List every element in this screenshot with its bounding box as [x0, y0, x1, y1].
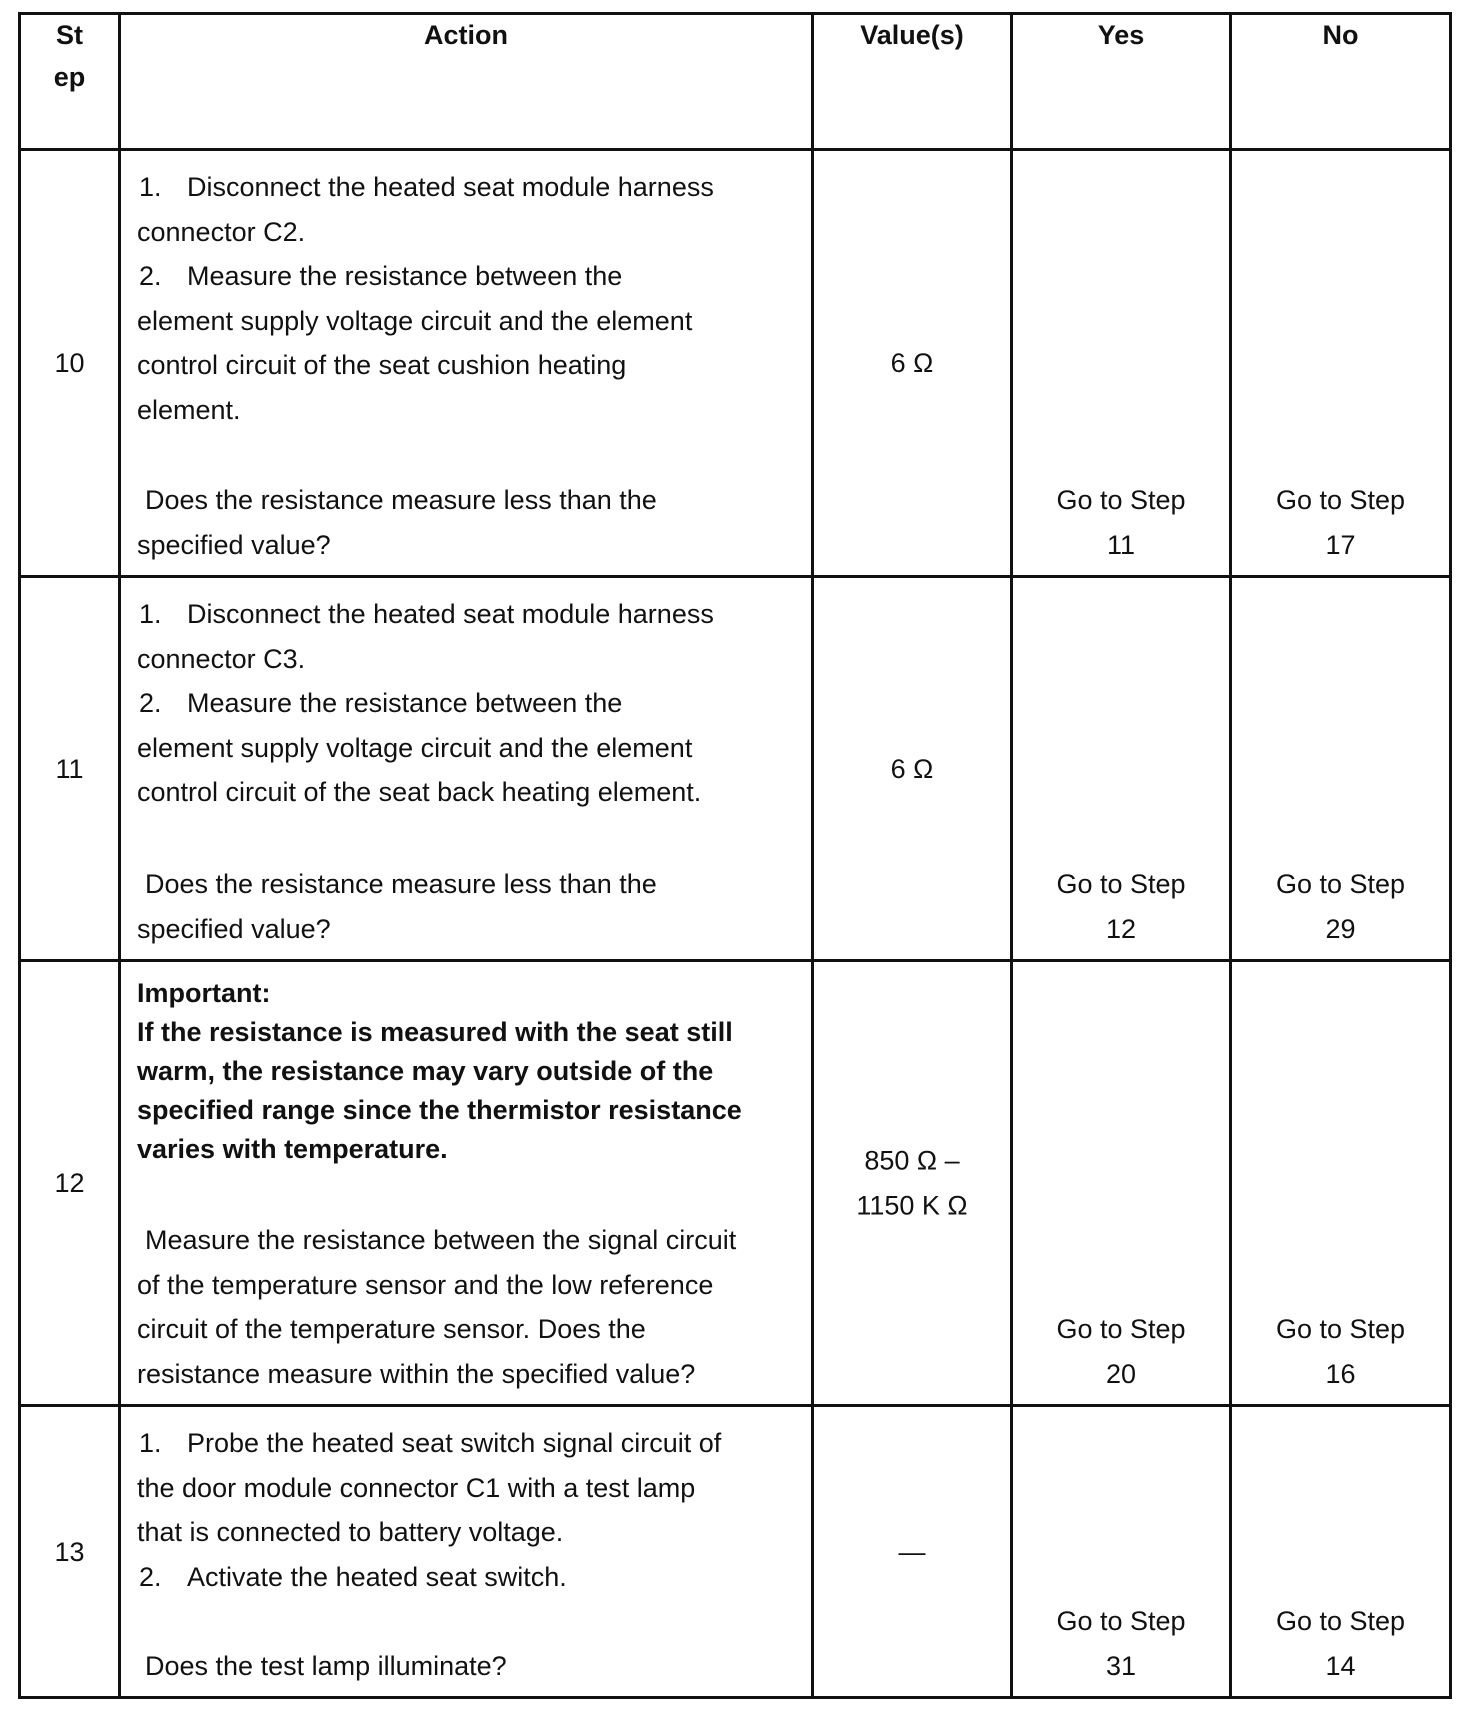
step-number: 11: [55, 753, 84, 784]
yes-cell: [1012, 150, 1231, 577]
action-question: [137, 862, 801, 951]
no-goto: [1232, 1307, 1449, 1396]
goto-label: Go to Step: [1275, 485, 1406, 515]
goto-label: Go to Step: [1056, 1314, 1186, 1344]
action-line: element supply voltage circuit and the element: [137, 732, 693, 763]
value-line: 850 Ω –: [864, 1145, 960, 1176]
goto-label: Go to Step: [1275, 869, 1406, 899]
action-line: connector C2.: [137, 216, 306, 247]
value-line: 1150 K Ω: [856, 1190, 968, 1220]
question-line: Measure the resistance between the signal circuit: [145, 1225, 737, 1255]
question-line: specified value?: [137, 529, 331, 560]
value-cell: [813, 577, 1012, 961]
action-line: [137, 165, 801, 210]
header-action-label: Action: [424, 20, 508, 50]
no-goto: [1232, 1599, 1449, 1688]
no-goto: [1232, 478, 1449, 567]
important-line: specified range since the thermistor resistance: [137, 1095, 742, 1125]
action-line: control circuit of the seat back heating element.: [137, 777, 702, 807]
yes-goto: [1013, 862, 1229, 951]
action-line: [137, 254, 801, 299]
no-cell: [1231, 150, 1451, 577]
header-row: [20, 14, 1451, 150]
action-line: [137, 681, 801, 726]
action-text: Disconnect the heated seat module harness: [187, 172, 714, 202]
action-line: [137, 592, 801, 637]
important-line: Important:: [137, 978, 271, 1008]
value-range: [814, 1139, 1010, 1228]
value-cell: [813, 150, 1012, 577]
action-line: element supply voltage circuit and the element: [137, 305, 693, 336]
yes-goto: [1013, 478, 1229, 567]
action-cell: [120, 1406, 813, 1698]
action-question: [137, 1644, 801, 1689]
goto-step-number: 16: [1325, 1358, 1356, 1389]
goto-label: Go to Step: [1056, 1606, 1186, 1636]
action-text: Disconnect the heated seat module harness: [187, 599, 714, 629]
list-number: 1.: [139, 599, 162, 629]
value-text: 6 Ω: [890, 753, 934, 784]
step-cell: [20, 961, 120, 1406]
header-yes: [1012, 14, 1231, 150]
step-cell: [20, 150, 120, 577]
action-line: connector C3.: [137, 643, 306, 674]
action-text: Measure the resistance between the: [187, 688, 623, 718]
header-no-label: No: [1322, 20, 1359, 50]
table-row: [20, 150, 1451, 577]
important-line: If the resistance is measured with the seat still: [137, 1017, 733, 1047]
goto-step-number: 29: [1325, 913, 1356, 944]
header-step: [20, 14, 120, 150]
action-text: Activate the heated seat switch.: [187, 1561, 567, 1592]
question-line: of the temperature sensor and the low reference: [137, 1269, 714, 1300]
table-row: [20, 961, 1451, 1406]
header-values: [813, 14, 1012, 150]
yes-cell: [1012, 577, 1231, 961]
no-cell: [1231, 961, 1451, 1406]
value-text: —: [898, 1536, 926, 1567]
yes-goto: [1013, 1307, 1229, 1396]
action-text: Measure the resistance between the: [187, 261, 623, 291]
goto-label: Go to Step: [1056, 869, 1186, 899]
header-step-line2: ep: [53, 62, 86, 92]
goto-step-number: 14: [1325, 1650, 1356, 1681]
action-question: [137, 1218, 801, 1396]
yes-cell: [1012, 1406, 1231, 1698]
goto-step-number: 12: [1105, 913, 1137, 944]
goto-step-number: 31: [1105, 1650, 1137, 1681]
yes-goto: [1013, 1599, 1229, 1688]
header-step-line1: St: [56, 20, 83, 50]
list-number: 1.: [139, 1428, 162, 1458]
goto-label: Go to Step: [1275, 1606, 1406, 1636]
list-number: 2.: [139, 261, 162, 291]
list-number: 2.: [139, 688, 162, 718]
step-number: 12: [54, 1167, 85, 1198]
step-number: 13: [54, 1536, 85, 1567]
no-cell: [1231, 1406, 1451, 1698]
goto-label: Go to Step: [1056, 485, 1186, 515]
question-line: circuit of the temperature sensor. Does the: [137, 1314, 646, 1344]
step-number: 10: [54, 347, 85, 378]
action-cell: [120, 150, 813, 577]
header-no: [1231, 14, 1451, 150]
question-line: specified value?: [137, 913, 331, 944]
question-line: Does the resistance measure less than the: [145, 869, 657, 899]
action-line: element.: [137, 394, 241, 425]
header-values-label: Value(s): [860, 20, 964, 50]
important-line: warm, the resistance may vary outside of the: [137, 1056, 714, 1086]
no-cell: [1231, 577, 1451, 961]
important-line: varies with temperature.: [137, 1134, 448, 1164]
question-line: Does the test lamp illuminate?: [145, 1650, 507, 1681]
action-line: the door module connector C1 with a test lamp: [137, 1472, 696, 1503]
header-action: [120, 14, 813, 150]
action-line: [137, 1421, 801, 1466]
value-cell: [813, 1406, 1012, 1698]
no-goto: [1232, 862, 1449, 951]
yes-cell: [1012, 961, 1231, 1406]
action-cell: [120, 577, 813, 961]
step-cell: [20, 1406, 120, 1698]
goto-step-number: 11: [1106, 529, 1136, 560]
goto-step-number: 20: [1105, 1358, 1137, 1389]
action-text: Probe the heated seat switch signal circuit of: [187, 1428, 722, 1458]
important-note: [121, 962, 811, 1177]
action-line: that is connected to battery voltage.: [137, 1517, 564, 1547]
goto-step-number: 17: [1325, 529, 1356, 560]
diagnostic-table: [18, 12, 1452, 1699]
table-row: [20, 1406, 1451, 1698]
header-yes-label: Yes: [1097, 20, 1145, 50]
question-line: Does the resistance measure less than the: [145, 485, 657, 515]
step-cell: [20, 577, 120, 961]
value-cell: [813, 961, 1012, 1406]
list-number: 2.: [139, 1561, 162, 1592]
question-line: resistance measure within the specified value?: [137, 1358, 696, 1389]
list-number: 1.: [139, 172, 162, 202]
action-line: [137, 1555, 801, 1600]
value-text: 6 Ω: [890, 347, 934, 378]
goto-label: Go to Step: [1275, 1314, 1406, 1344]
action-question: [137, 478, 801, 567]
action-cell: [120, 961, 813, 1406]
action-line: control circuit of the seat cushion heating: [137, 350, 627, 380]
table-row: [20, 577, 1451, 961]
